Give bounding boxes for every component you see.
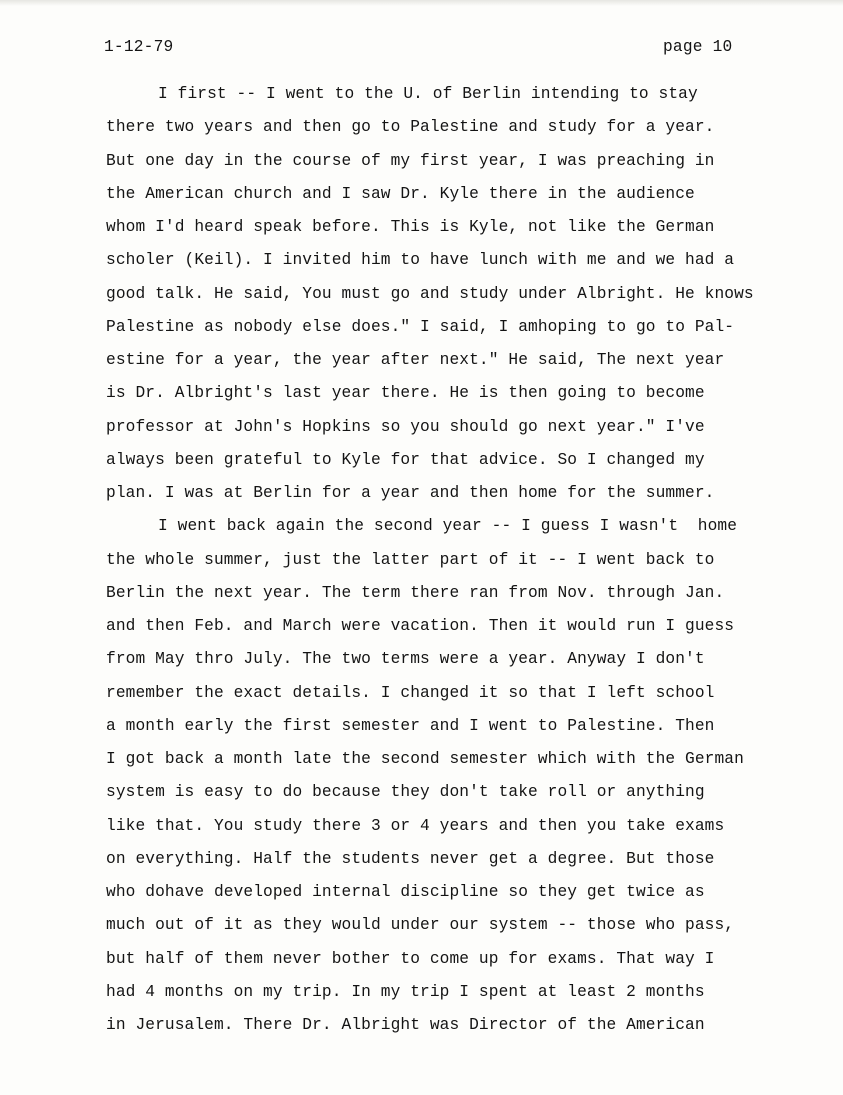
text-line: Palestine as nobody else does." I said, I amhoping to go to Pal- — [106, 317, 735, 336]
text-line: is Dr. Albright's last year there. He is then going to become — [106, 384, 705, 403]
text-line: had 4 months on my trip. In my trip I spent at least 2 months — [106, 982, 705, 1001]
text-line: remember the exact details. I changed it so that I left school — [106, 683, 715, 702]
text-line: who dohave developed internal discipline so they get twice as — [106, 883, 705, 901]
text-line: in Jerusalem. There Dr. Albright was Director of the American — [106, 1016, 705, 1034]
text-line: and then Feb. and March were vacation. Then it would run I guess — [106, 617, 735, 635]
text-line: always been grateful to Kyle for that advice. So I changed my — [106, 450, 705, 469]
text-line: on everything. Half the students never get a degree. But those — [106, 849, 715, 868]
scan-top-edge — [0, 0, 843, 6]
text-line: a month early the first semester and I went to Palestine. Then — [106, 716, 715, 735]
text-line: scholer (Keil). I invited him to have lunch with me and we had a — [106, 251, 735, 270]
text-line: there two years and then go to Palestine and study for a year. — [106, 118, 715, 137]
text-line: Berlin the next year. The term there ran from Nov. through Jan. — [106, 583, 725, 602]
text-line: the American church and I saw Dr. Kyle there in the audience — [106, 184, 695, 203]
text-line: plan. I was at Berlin for a year and then home for the summer. — [106, 484, 715, 502]
document-date: 1-12-79 — [104, 38, 174, 56]
text-line: but half of them never bother to come up for exams. That way I — [106, 949, 715, 968]
text-line: I first -- I went to the U. of Berlin intending to stay — [158, 85, 698, 103]
text-line: the whole summer, just the latter part of it -- I went back to — [106, 550, 715, 569]
text-line: from May thro July. The two terms were a year. Anyway I don't — [106, 650, 705, 669]
paragraph-2 — [106, 510, 806, 1042]
paragraph-1 — [106, 78, 806, 510]
text-line: good talk. He said, You must go and study under Albright. He knows — [106, 284, 754, 303]
text-line: system is easy to do because they don't take roll or anything — [106, 783, 705, 802]
document-body — [106, 78, 806, 1042]
text-line: estine for a year, the year after next." He said, The next year — [106, 351, 725, 369]
text-line: like that. You study there 3 or 4 years and then you take exams — [106, 816, 725, 835]
text-line: much out of it as they would under our system -- those who pass, — [106, 916, 735, 935]
text-line: I went back again the second year -- I guess I wasn't home — [158, 517, 738, 536]
text-line: professor at John's Hopkins so you should go next year." I've — [106, 417, 705, 436]
text-line: whom I'd heard speak before. This is Kyle, not like the German — [106, 218, 715, 236]
text-line: But one day in the course of my first year, I was preaching in — [106, 151, 715, 170]
text-line: I got back a month late the second semester which with the German — [106, 750, 744, 768]
page-number: page 10 — [663, 38, 733, 56]
